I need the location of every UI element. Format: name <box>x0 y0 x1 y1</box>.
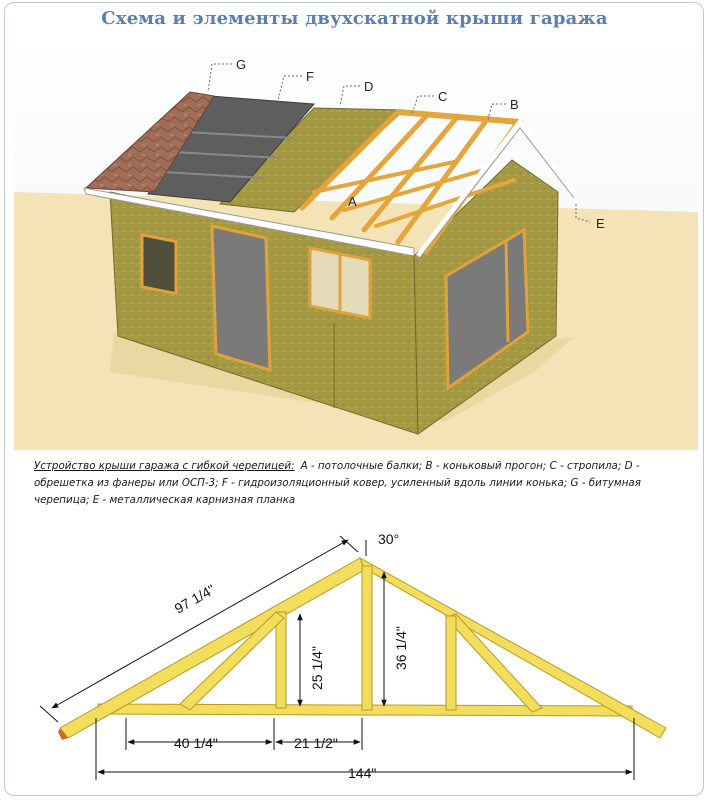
figure-caption <box>34 458 674 509</box>
label-f: F <box>306 69 314 84</box>
label-b: B <box>510 97 519 112</box>
caption-lead: Устройство крыши гаража с гибкой черепицей: <box>34 460 295 472</box>
side-window-left <box>142 235 176 294</box>
dim-total-span: 144" <box>348 765 377 781</box>
label-a: A <box>348 194 357 209</box>
truss-king-post <box>362 566 372 710</box>
page-title: Схема и элементы двухскатной крыши гаража <box>101 8 608 29</box>
dim-left-span: 40 1/4" <box>174 735 218 751</box>
caption-text: A - потолочные балки; B - коньковый прогон; C - стропила; D - обрешетка из фанеры или ОСП-3; F - гидроизоляционный ковер, усиленный вдоль линии конька; G - битумная черепица; E - металлическая карнизная планка <box>34 460 641 506</box>
garage-illustration <box>14 42 698 450</box>
truss-short-post <box>276 612 286 708</box>
dim-center-span: 21 1/2" <box>294 735 338 751</box>
dim-rafter-line <box>52 540 348 708</box>
dim-king-post: 36 1/4" <box>393 626 409 670</box>
label-g: G <box>236 57 247 72</box>
label-d: D <box>364 79 374 94</box>
dim-rafter-ext-top <box>340 536 358 552</box>
dim-angle: 30° <box>378 531 400 547</box>
gable-door-stud <box>506 240 508 342</box>
dim-short-post: 25 1/4" <box>309 646 325 690</box>
dim-rafter-ext-left <box>40 706 58 722</box>
dim-rafter-length: 97 1/4" <box>171 581 218 617</box>
truss-right-post <box>446 616 456 710</box>
side-door-opening <box>212 226 270 370</box>
label-c: C <box>438 89 448 104</box>
truss-right-strut <box>446 614 542 712</box>
truss-diagram <box>0 510 709 800</box>
label-e: E <box>596 216 605 231</box>
